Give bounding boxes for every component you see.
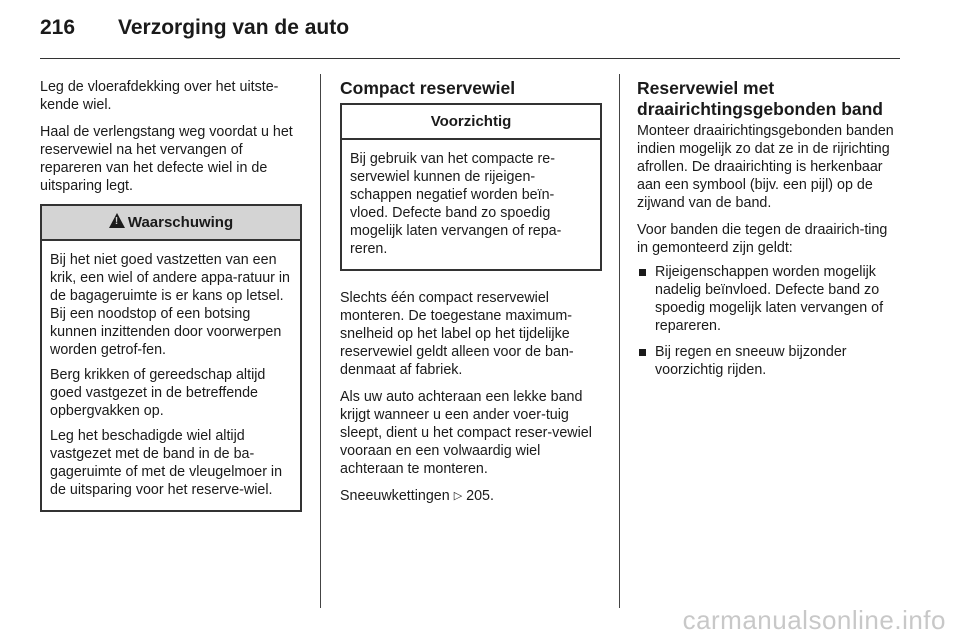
middle-column <box>340 78 602 514</box>
list-item: Rijeigenschappen worden mogelijk nadelig beïnvloed. Defecte band zo spoedig mogelijk laten vervangen of repareren. <box>637 263 902 335</box>
warning-box <box>40 204 302 512</box>
paragraph: Leg de vloerafdekking over het uitste-kende wiel. <box>40 79 279 113</box>
right-column <box>637 78 902 387</box>
warning-triangle-icon: ! <box>109 213 125 228</box>
xref-arrow-icon: ▷ <box>453 490 463 502</box>
warning-text: Leg het beschadigde wiel altijd vastgezet met de band in de ba-gageruimte of met de vleugelmoer in de uitsparing voor het reserve-wiel. <box>50 428 283 498</box>
column-divider-left <box>320 74 321 608</box>
paragraph: Voor banden die tegen de draairich-ting in gemonteerd zijn geldt: <box>637 222 888 256</box>
warning-box-header <box>42 206 300 241</box>
xref-text: Sneeuwkettingen <box>340 488 450 504</box>
bullet-list <box>637 263 902 379</box>
warning-text: Bij het niet goed vastzetten van een krik, een wiel of andere appa-ratuur in de bagageruimte is er kans op letsel. Bij een noodstop of een botsing kunnen inzittenden door voorwerpen worden getrof-fen. <box>50 252 291 358</box>
left-column <box>40 78 302 512</box>
page-header <box>40 16 349 40</box>
caution-box <box>340 103 602 271</box>
cross-reference[interactable] <box>340 487 602 505</box>
paragraph: Slechts één compact reservewiel monteren. De toegestane maximum-snelheid op het label op het tijdelijke reservewiel geldt alleen voor de ban-denmaat af fabriek. <box>340 290 574 378</box>
xref-page: 205. <box>466 488 494 504</box>
warning-title: Waarschuwing <box>127 214 234 231</box>
section-heading: Reservewiel met draairichtingsgebonden band <box>637 78 883 119</box>
warning-text: Berg krikken of gereedschap altijd goed vastgezet in de betreffende opbergvakken op. <box>50 367 266 419</box>
paragraph: Monteer draairichtingsgebonden banden indien mogelijk zo dat ze in de rijrichting afrollen. De draairichting is herkenbaar aan een symbool (bijv. een pijl) op de zijwand van de band. <box>637 123 894 211</box>
caution-box-header: Voorzichtig <box>342 105 600 140</box>
bullet-square-icon <box>639 349 646 356</box>
header-rule <box>40 58 900 59</box>
paragraph: Als uw auto achteraan een lekke band krijgt wanneer u een ander voer-tuig sleept, dient u het compact reser-vewiel vooraan en een volwaardig wiel achteraan te monteren. <box>340 389 592 477</box>
watermark: carmanualsonline.info <box>682 605 946 635</box>
bullet-square-icon <box>639 269 646 276</box>
page-number: 216 <box>40 16 76 39</box>
column-divider-right <box>619 74 620 608</box>
paragraph: Haal de verlengstang weg voordat u het reservewiel na het vervangen of repareren van het defecte wiel in de uitsparing legt. <box>40 124 293 194</box>
section-heading: Compact reservewiel <box>340 78 516 98</box>
page-title: Verzorging van de auto <box>118 16 350 39</box>
list-item: Bij regen en sneeuw bijzonder voorzichtig rijden. <box>637 343 902 379</box>
caution-text: Bij gebruik van het compacte re-servewiel kunnen de rijeigen-schappen negatief worden beïn-vloed. Defecte band zo spoedig mogelijk laten vervangen of repa-reren. <box>350 151 562 257</box>
